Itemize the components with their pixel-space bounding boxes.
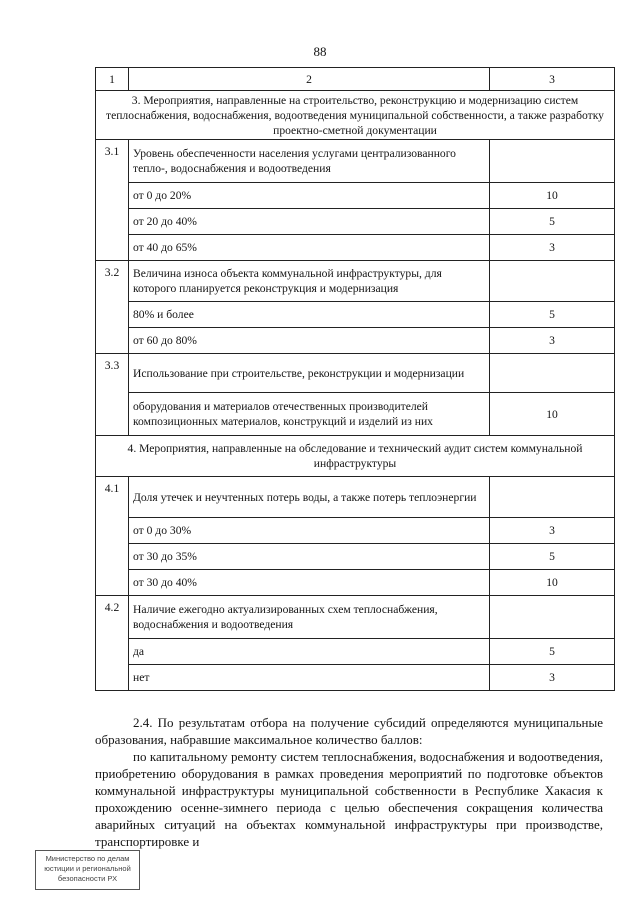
option-score: 5 <box>490 544 615 570</box>
criterion-number: 3.2 <box>96 261 129 354</box>
option-row <box>96 639 615 665</box>
option-row <box>96 544 615 570</box>
option-score: 5 <box>490 302 615 328</box>
option-text: от 20 до 40% <box>129 209 490 235</box>
option-row <box>96 570 615 596</box>
option-score: 10 <box>490 570 615 596</box>
option-text: нет <box>129 665 490 691</box>
criterion-number: 4.1 <box>96 477 129 596</box>
criteria-table <box>95 67 615 691</box>
criterion-row <box>96 261 615 302</box>
criterion-score-empty <box>490 140 615 183</box>
option-score: 10 <box>490 183 615 209</box>
header-col-1: 1 <box>96 68 129 91</box>
criterion-number: 4.2 <box>96 596 129 691</box>
paragraph-2-4: 2.4. По результатам отбора на получение субсидий определяются муниципальные образования, набравшие максимальное количество баллов: <box>95 715 603 747</box>
section-row <box>96 436 615 477</box>
section-row <box>96 91 615 140</box>
option-text: оборудования и материалов отечественных производителей композиционных материалов, конструкций и изделий из них <box>129 393 490 436</box>
option-row <box>96 302 615 328</box>
option-score: 3 <box>490 518 615 544</box>
criterion-score-empty <box>490 354 615 393</box>
criterion-label: Использование при строительстве, реконструкции и модернизации <box>129 354 490 393</box>
table-header-row <box>96 68 615 91</box>
criterion-score-empty <box>490 477 615 518</box>
option-text: от 40 до 65% <box>129 235 490 261</box>
section-title: 3. Мероприятия, направленные на строительство, реконструкцию и модернизацию систем теплоснабжения, водоснабжения, водоотведения муниципальной собственности, а также разработку проектно-сметной документации <box>96 91 615 140</box>
criterion-label: Доля утечек и неучтенных потерь воды, а также потерь теплоэнергии <box>129 477 490 518</box>
option-score: 3 <box>490 235 615 261</box>
option-text: от 30 до 35% <box>129 544 490 570</box>
paragraph-capital-repair: по капитальному ремонту систем теплоснабжения, водоснабжения и водоотведения, приобретению оборудования в рамках проведения мероприятий по подготовке объектов коммунальной инфраструктуры муниципальной собственности в Республике Хакасия к прохождению осенне-зимнего периода с целью обеспечения сокращения количества аварийных ситуаций на объектах коммунальной инфраструктуры при производстве, транспортировке и <box>95 749 603 849</box>
criterion-label: Наличие ежегодно актуализированных схем теплоснабжения, водоснабжения и водоотведения <box>129 596 490 639</box>
criterion-row <box>96 354 615 393</box>
criterion-row <box>96 596 615 639</box>
option-text: от 60 до 80% <box>129 328 490 354</box>
option-score: 5 <box>490 639 615 665</box>
option-row <box>96 393 615 436</box>
option-score: 5 <box>490 209 615 235</box>
criterion-score-empty <box>490 596 615 639</box>
option-text: от 0 до 20% <box>129 183 490 209</box>
option-row <box>96 665 615 691</box>
option-score: 3 <box>490 328 615 354</box>
option-row <box>96 209 615 235</box>
page-number: 88 <box>313 44 327 59</box>
option-row <box>96 235 615 261</box>
criterion-score-empty <box>490 261 615 302</box>
section-title: 4. Мероприятия, направленные на обследование и технический аудит систем коммунальной инфраструктуры <box>96 436 615 477</box>
option-row <box>96 328 615 354</box>
criterion-label: Величина износа объекта коммунальной инфраструктуры, для которого планируется реконструкция и модернизация <box>129 261 490 302</box>
option-score: 3 <box>490 665 615 691</box>
option-text: да <box>129 639 490 665</box>
criterion-number: 3.1 <box>96 140 129 261</box>
option-text: от 30 до 40% <box>129 570 490 596</box>
option-score: 10 <box>490 393 615 436</box>
criterion-number: 3.3 <box>96 354 129 436</box>
option-row <box>96 518 615 544</box>
header-col-2: 2 <box>129 68 490 91</box>
registration-stamp: Министерство по делам юстиции и региональной безопасности РХ <box>35 850 140 890</box>
header-col-3: 3 <box>490 68 615 91</box>
option-text: от 0 до 30% <box>129 518 490 544</box>
option-row <box>96 183 615 209</box>
criterion-row <box>96 477 615 518</box>
criterion-label: Уровень обеспеченности населения услугами централизованного тепло-, водоснабжения и водоотведения <box>129 140 490 183</box>
criterion-row <box>96 140 615 183</box>
option-text: 80% и более <box>129 302 490 328</box>
